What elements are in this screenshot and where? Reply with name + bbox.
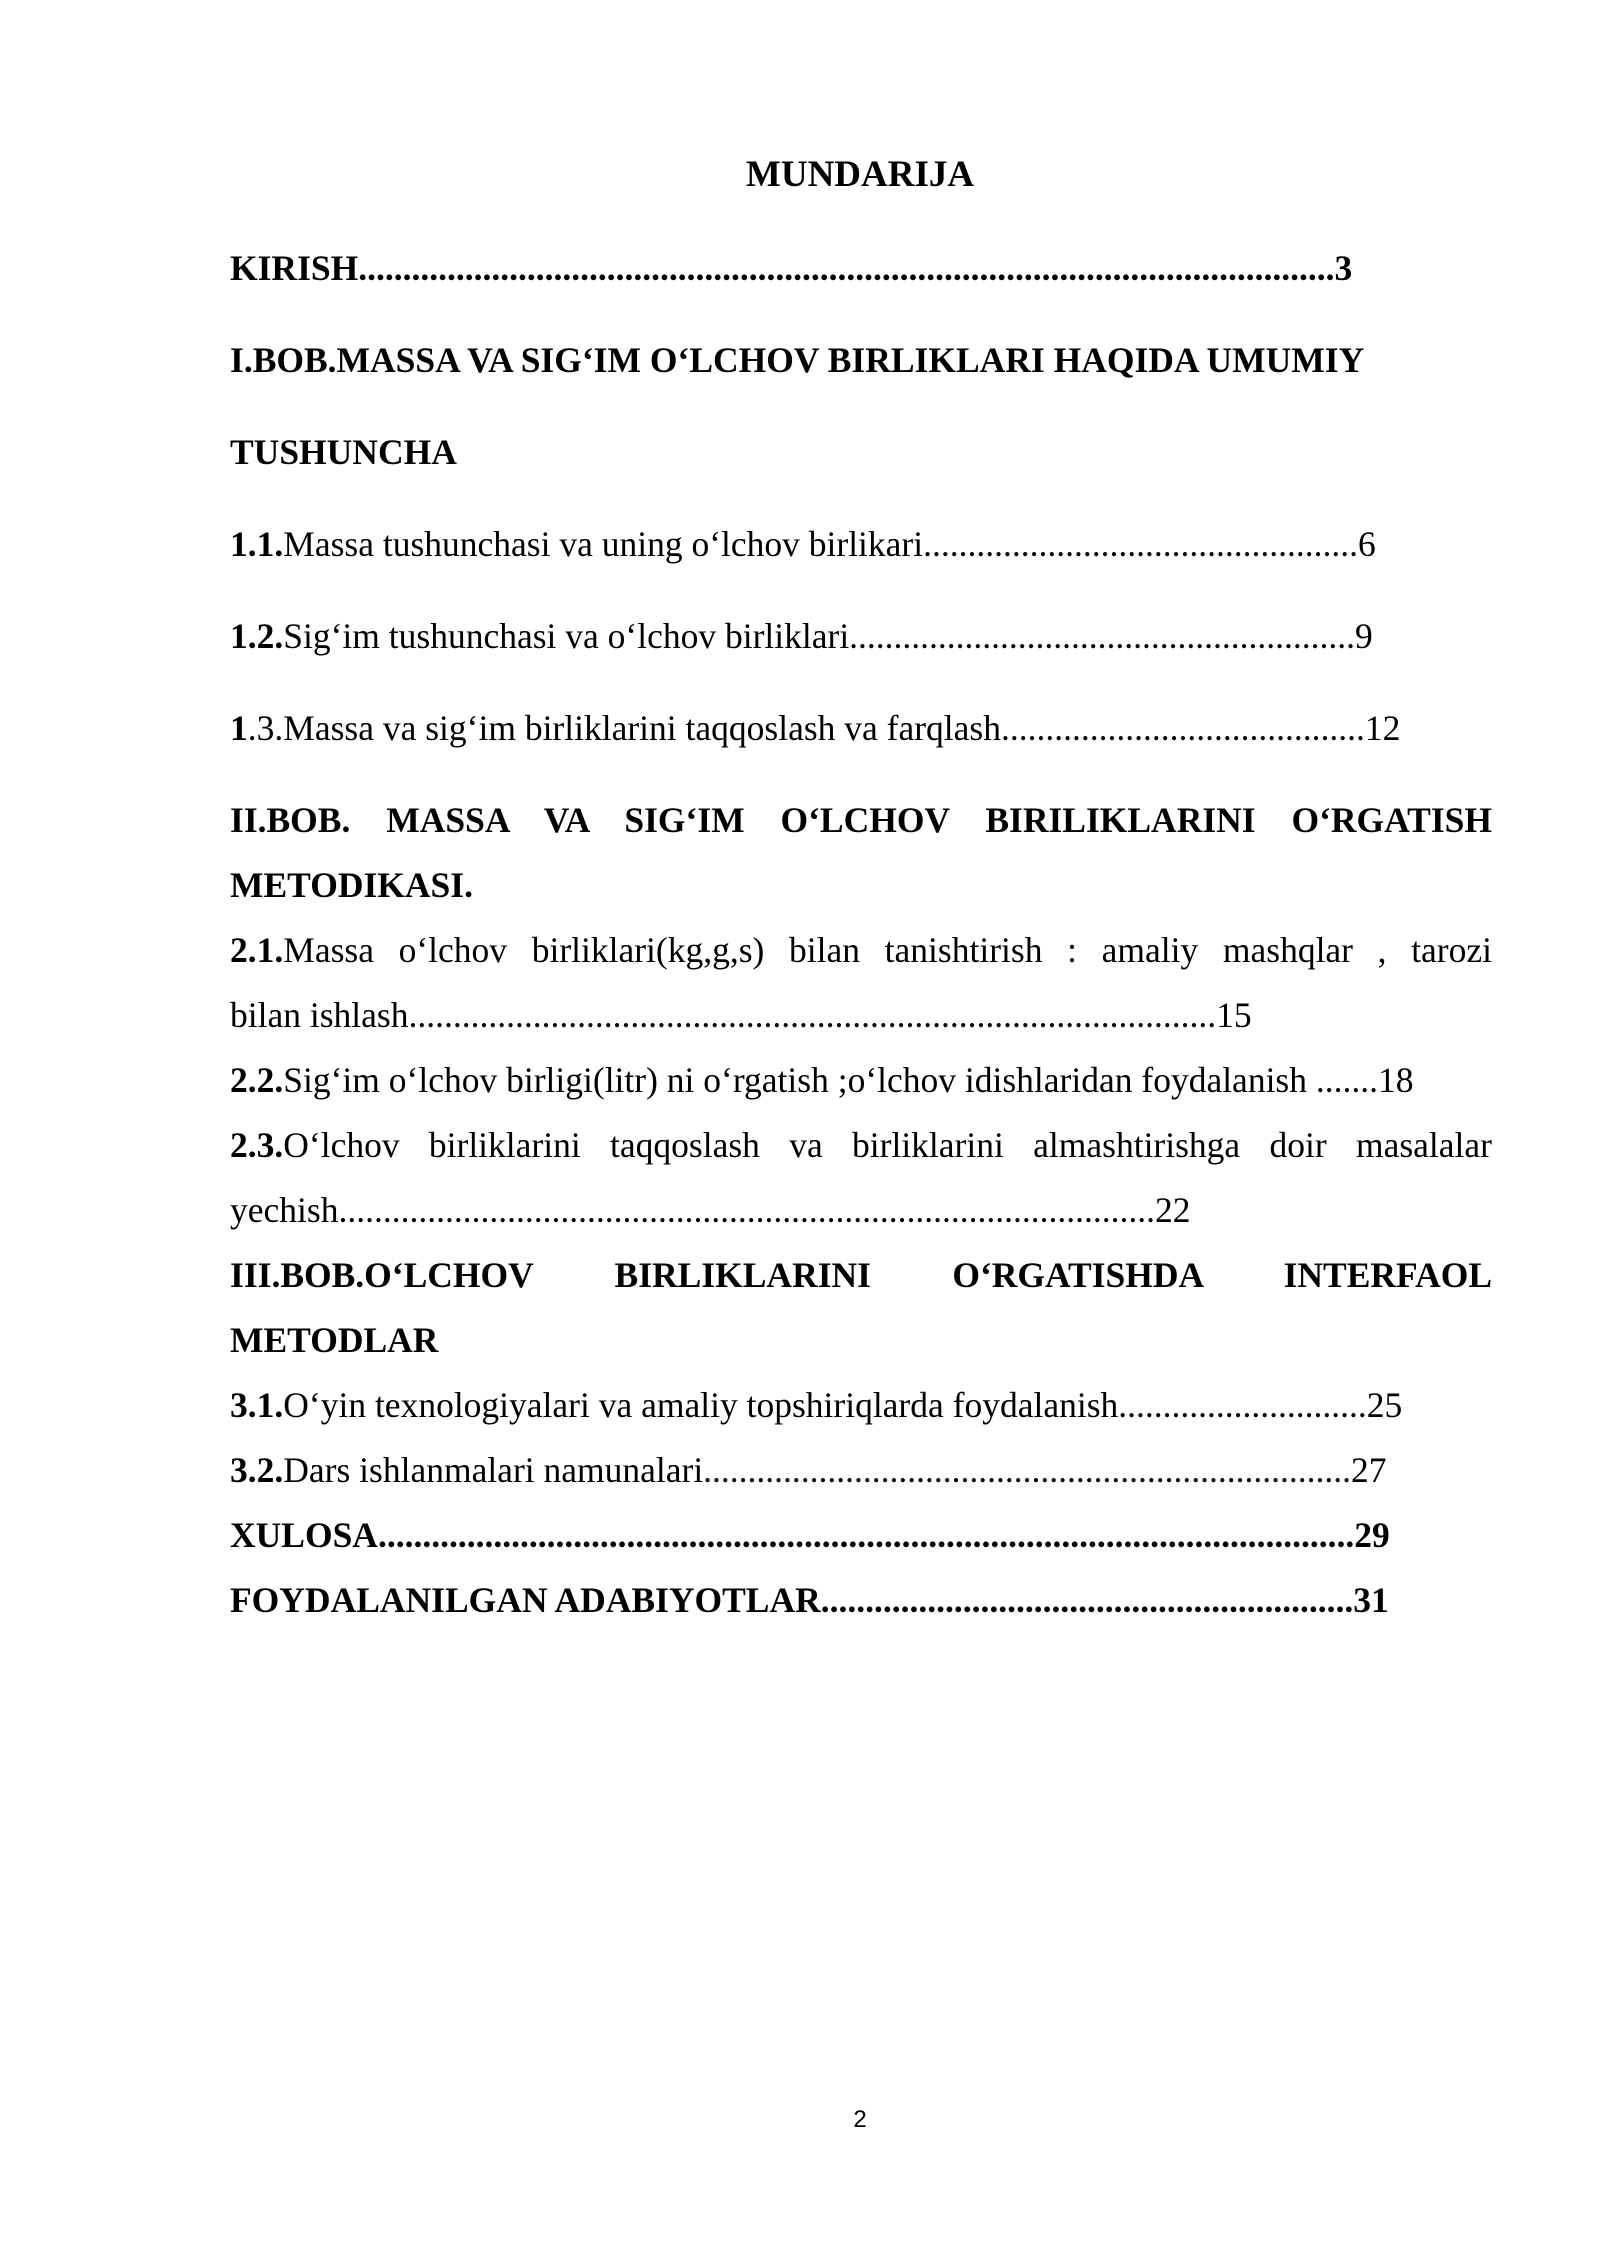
section-number: 3.1.: [230, 1385, 284, 1425]
toc-entry-1-1: [230, 519, 1376, 569]
toc-entry-3-2: [230, 1445, 1387, 1495]
page-title: MUNDARIJA: [745, 154, 975, 195]
toc-chapter-3-line-2: METODLAR: [230, 1320, 439, 1360]
section-title: Massa tushunchasi va uning o‘lchov birlikari.................................................6: [283, 524, 1376, 564]
section-number: 2.2.: [230, 1060, 284, 1100]
toc-entry-2-3-line-1: [230, 1120, 1492, 1170]
toc-entry-kirish: KIRISH..............................................................................................................3: [230, 248, 1353, 288]
section-title: O‘yin texnologiyalari va amaliy topshiriqlarda foydalanish............................25: [283, 1385, 1403, 1425]
toc-entry-2-3-line-2: yechish............................................................................................22: [230, 1190, 1191, 1230]
section-title: O‘lchov birliklarini taqqoslash va birliklarini almashtirishga doir masalalar: [283, 1125, 1492, 1165]
toc-chapter-3-line-1: III.BOB.O‘LCHOV BIRLIKLARINI O‘RGATISHDA INTERFAOL: [230, 1255, 1492, 1295]
toc-entry-3-1: [230, 1380, 1402, 1430]
toc-entry-1-3: [230, 703, 1400, 753]
section-title: Sig‘im o‘lchov birligi(litr) ni o‘rgatish ;o‘lchov idishlaridan foydalanish .......18: [283, 1060, 1414, 1100]
section-title: Sig‘im tushunchasi va o‘lchov birliklari.........................................................9: [283, 616, 1373, 656]
toc-chapter-1-line-2: TUSHUNCHA: [230, 432, 457, 472]
toc-entry-2-2: [230, 1055, 1414, 1105]
section-title: Massa o‘lchov birliklari(kg,g,s) bilan tanishtirish : amaliy mashqlar , tarozi: [283, 930, 1492, 970]
toc-chapter-2-line-1: II.BOB. MASSA VA SIG‘IM O‘LCHOV BIRILIKLARINI O‘RGATISH: [230, 800, 1492, 840]
toc-entry-adabiyotlar: FOYDALANILGAN ADABIYOTLAR............................................................31: [230, 1580, 1389, 1620]
section-number: 1.2.: [230, 616, 284, 656]
toc-entry-2-1-line-1: [230, 925, 1492, 975]
page-number: 2: [853, 2106, 867, 2133]
section-number: 3.2.: [230, 1450, 284, 1490]
section-title: .3.Massa va sig‘im birliklarini taqqoslash va farqlash.........................................12: [247, 708, 1401, 748]
toc-chapter-2-line-2: METODIKASI.: [230, 865, 473, 905]
section-number: 2.3.: [230, 1125, 284, 1165]
toc-entry-1-2: [230, 611, 1373, 661]
section-title: Dars ishlanmalari namunalari.........................................................................27: [283, 1450, 1387, 1490]
section-number: 1: [230, 708, 248, 748]
toc-entry-2-1-line-2: bilan ishlash...........................................................................................15: [230, 995, 1252, 1035]
section-number: 1.1.: [230, 524, 284, 564]
toc-chapter-1-line-1: I.BOB.MASSA VA SIG‘IM O‘LCHOV BIRLIKLARI HAQIDA UMUMIY: [230, 340, 1365, 380]
section-number: 2.1.: [230, 930, 284, 970]
toc-entry-xulosa: XULOSA..............................................................................................................29: [230, 1515, 1390, 1555]
